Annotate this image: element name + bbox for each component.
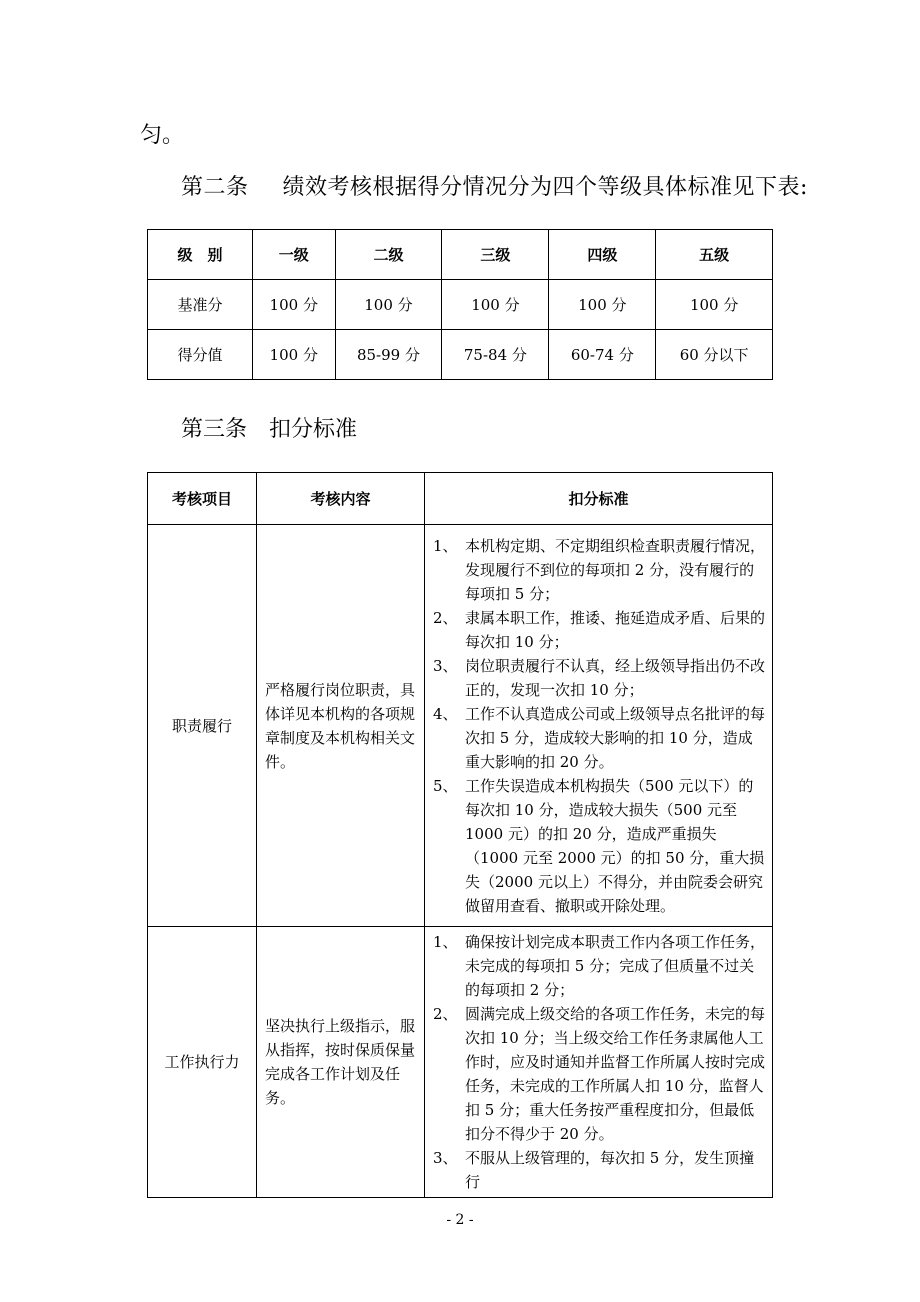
list-item-number: 5、 [433, 776, 458, 795]
deduction-header-content: 考核内容 [257, 473, 425, 525]
grade-cell: 100 分 [549, 280, 656, 330]
list-item-text: 工作不认真造成公司或上级领导点名批评的每次扣 5 分，造成较大影响的扣 10 分，造成重大影响的扣 20 分。 [465, 704, 766, 771]
deduction-item-cell: 职责履行 [148, 525, 257, 927]
list-item [433, 606, 766, 654]
article-3-heading [181, 412, 357, 443]
grade-header-cell: 一级 [253, 230, 336, 280]
table-row [148, 927, 773, 1198]
deduction-header-standard: 扣分标准 [425, 473, 773, 525]
grade-table-row [148, 330, 773, 380]
list-item-text: 隶属本职工作，推诿、拖延造成矛盾、后果的每次扣 10 分； [465, 608, 766, 651]
article-2-text: 绩效考核根据得分情况分为四个等级具体标准见下表: [282, 175, 808, 200]
list-item-text: 确保按计划完成本职责工作内各项工作任务，未完成的每项扣 5 分；完成了但质量不过关的每项扣 2 分； [465, 933, 766, 999]
deduction-standard-cell [425, 525, 773, 927]
grade-cell: 100 分 [442, 280, 549, 330]
grade-cell: 60-74 分 [549, 330, 656, 380]
list-item [433, 702, 766, 774]
article-2-heading [181, 170, 808, 201]
list-item-number: 1、 [433, 536, 458, 555]
list-item [433, 930, 766, 1002]
deduction-item-cell: 工作执行力 [148, 927, 257, 1198]
list-item-text: 本机构定期、不定期组织检查职责履行情况，发现履行不到位的每项扣 2 分，没有履行的每项扣 5 分； [465, 536, 766, 603]
grade-table-row [148, 280, 773, 330]
list-item [433, 534, 766, 606]
grade-cell: 100 分 [253, 330, 336, 380]
list-item [433, 1146, 766, 1194]
deduction-header-item: 考核项目 [148, 473, 257, 525]
article-2-label: 第二条 [181, 175, 249, 200]
grade-header-cell: 四级 [549, 230, 656, 280]
grade-cell: 60 分以下 [656, 330, 773, 380]
deduction-content-cell: 坚决执行上级指示，服从指挥，按时保质保量完成各工作计划及任务。 [257, 927, 425, 1198]
article-3-text: 扣分标准 [269, 417, 358, 442]
list-item-number: 2、 [433, 1005, 458, 1023]
list-item [433, 1002, 766, 1146]
list-item-text: 不服从上级管理的，每次扣 5 分，发生顶撞行 [465, 1149, 755, 1191]
list-item-number: 4、 [433, 704, 458, 723]
grade-cell: 100 分 [253, 280, 336, 330]
list-item-text: 岗位职责履行不认真，经上级领导指出仍不改正的，发现一次扣 10 分； [465, 656, 766, 699]
list-item [433, 774, 766, 918]
deduction-content-cell: 严格履行岗位职责，具体详见本机构的各项规章制度及本机构相关文件。 [257, 525, 425, 927]
grade-table-header-row [148, 230, 773, 280]
grade-cell: 得分值 [148, 330, 253, 380]
deduction-table [147, 472, 773, 1198]
list-item-number: 3、 [433, 1149, 458, 1167]
grade-header-cell: 二级 [335, 230, 442, 280]
grade-cell: 85-99 分 [335, 330, 442, 380]
intro-tail-text: 匀。 [140, 123, 185, 148]
list-item-number: 2、 [433, 608, 458, 627]
grade-header-cell: 级 别 [148, 230, 253, 280]
grade-cell: 75-84 分 [442, 330, 549, 380]
list-item-text: 圆满完成上级交给的各项工作任务，未完的每次扣 10 分；当上级交给工作任务隶属他人工作时，应及时通知并监督工作所属人按时完成任务，未完成的工作所属人扣 10 分，监督人扣 5 分；重大任务按严重程度扣分，但最低扣分不得少于 20 分。 [465, 1005, 766, 1143]
table-row [148, 525, 773, 927]
deduction-table-header-row [148, 473, 773, 525]
list-item-number: 1、 [433, 933, 458, 951]
list-item [433, 654, 766, 702]
page-number: - 2 - [446, 1212, 474, 1228]
grade-header-cell: 三级 [442, 230, 549, 280]
grade-table [147, 229, 773, 380]
grade-cell: 基准分 [148, 280, 253, 330]
grade-cell: 100 分 [656, 280, 773, 330]
list-item-text: 工作失误造成本机构损失（500 元以下）的每次扣 10 分，造成较大损失（500 元至 1000 元）的扣 20 分，造成严重损失（1000 元至 2000 元）的扣 50 分，重大损失（2000 元以上）不得分，并由院委会研究做留用查看、撤职或开除处理。 [465, 776, 765, 915]
deduction-standard-cell [425, 927, 773, 1198]
list-item-number: 3、 [433, 656, 458, 675]
grade-header-cell: 五级 [656, 230, 773, 280]
article-3-label: 第三条 [181, 417, 248, 442]
grade-cell: 100 分 [335, 280, 442, 330]
